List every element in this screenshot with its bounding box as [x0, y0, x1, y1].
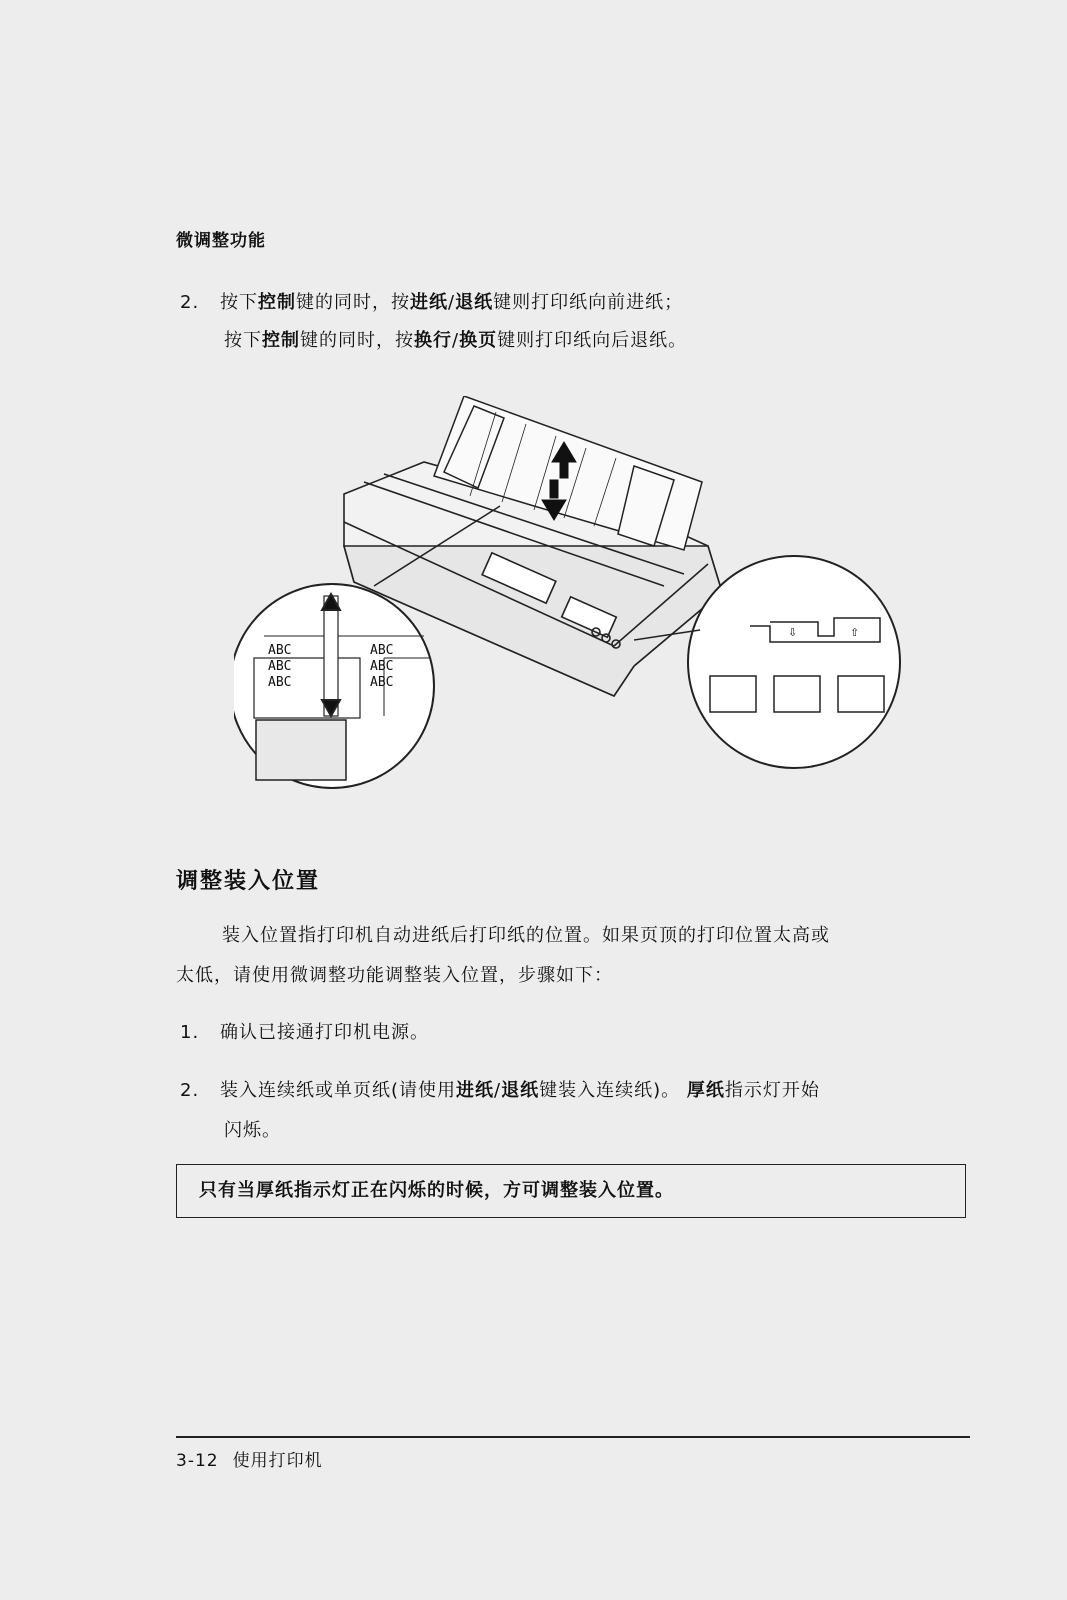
printer-illustration: [234, 396, 924, 802]
text-run: 按下: [224, 330, 262, 351]
step-2: [180, 1078, 820, 1104]
zoom-label: ABC: [370, 643, 394, 658]
key-name: 控制: [262, 330, 300, 351]
page-footer: [176, 1446, 337, 1471]
svg-text:⇩: ⇩: [788, 626, 798, 639]
note-box: 只有当厚纸指示灯正在闪烁的时候，方可调整装入位置。: [176, 1164, 966, 1218]
text-run: 按下: [220, 292, 258, 313]
step-2-feed-line: [180, 290, 683, 316]
text-run: /: [448, 292, 456, 313]
step-text: 确认已接通打印机电源。: [220, 1022, 429, 1043]
svg-text:⇧: ⇧: [850, 626, 860, 639]
zoom-circle-paper: [234, 584, 434, 788]
page-number: 3-12: [176, 1451, 219, 1471]
text-run: 指示灯开始: [724, 1080, 820, 1101]
chapter-title: 使用打印机: [232, 1451, 323, 1471]
step-number: 2.: [180, 1080, 200, 1101]
key-name: 进纸: [410, 292, 448, 313]
zoom-label: ABC: [268, 675, 292, 690]
section-title: 调整装入位置: [176, 869, 321, 894]
step-text: [220, 1080, 820, 1101]
step-text: [220, 292, 683, 313]
key-name: 退纸: [455, 292, 494, 313]
text-run: 键则打印纸向后退纸。: [497, 330, 688, 351]
key-name: 厚纸: [686, 1080, 725, 1101]
zoom-circle-panel: [688, 556, 900, 768]
zoom-label: ABC: [370, 659, 394, 674]
step-text: [224, 330, 687, 351]
zoom-label: ABC: [268, 643, 292, 658]
key-name: 换行: [414, 330, 452, 351]
running-header: 微调整功能: [176, 231, 266, 251]
text-run: /: [494, 1080, 502, 1101]
key-name: 退纸: [501, 1080, 540, 1101]
zoom-label: ABC: [268, 659, 292, 674]
key-name: 控制: [258, 292, 296, 313]
text-run: 装入连续纸或单页纸(请使用: [220, 1080, 457, 1101]
intro-line: 装入位置指打印机自动进纸后打印纸的位置。如果页顶的打印位置太高或: [222, 925, 830, 946]
key-name: 换页: [459, 330, 498, 351]
step-number: 1.: [180, 1022, 200, 1043]
step-1: [180, 1020, 429, 1046]
text-run: 键则打印纸向前进纸；: [493, 292, 684, 313]
text-run: 键装入连续纸)。: [539, 1080, 687, 1101]
text-run: 键的同时，按: [300, 330, 414, 351]
key-name: 进纸: [456, 1080, 495, 1101]
intro-paragraph: [176, 916, 974, 996]
step-number: 2.: [180, 292, 200, 313]
intro-line: 太低，请使用微调整功能调整装入位置，步骤如下：: [176, 965, 613, 986]
text-run: 键的同时，按: [296, 292, 410, 313]
step-2-continued: 闪烁。: [224, 1120, 281, 1141]
zoom-label: ABC: [370, 675, 394, 690]
step-2-reverse-line: [224, 328, 687, 354]
text-run: /: [452, 330, 460, 351]
footer-rule: [176, 1436, 970, 1438]
